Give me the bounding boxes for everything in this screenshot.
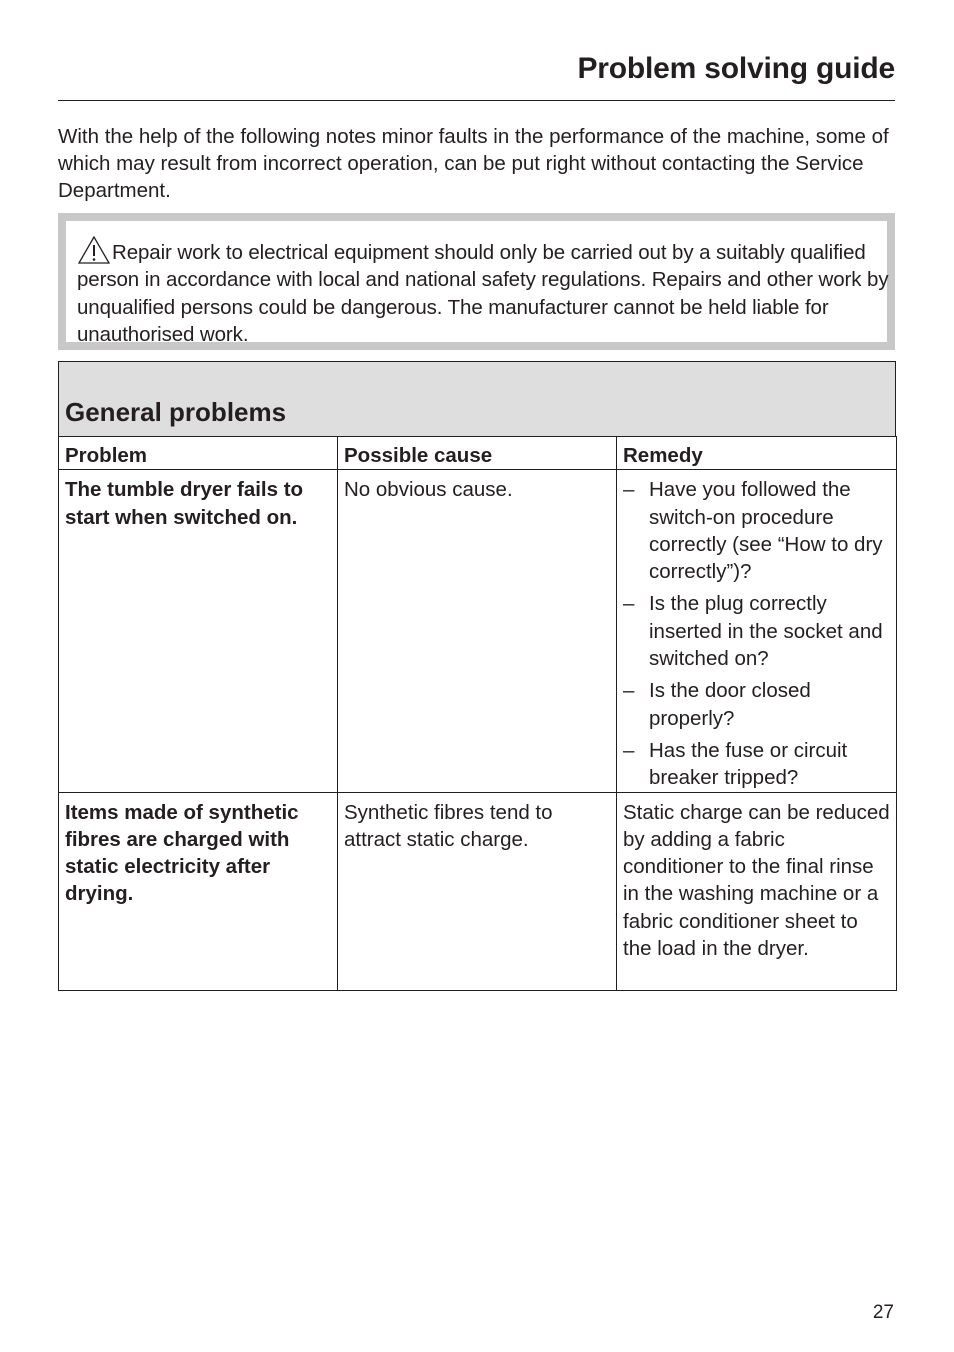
cause-cell: Synthetic fibres tend to attract static charge. — [338, 792, 617, 990]
warning-box — [58, 213, 895, 350]
list-item: – Is the door closed properly? — [623, 677, 890, 732]
problem-cell: The tumble dryer fails to start when switched on. — [59, 470, 338, 792]
intro-paragraph: With the help of the following notes minor faults in the performance of the machine, some of which may result from incorrect operation, can be put right without contacting the Service Department. — [58, 125, 889, 202]
remedy-cell: Static charge can be reduced by adding a fabric conditioner to the final rinse in the washing machine or a fabric conditioner sheet to the load in the dryer. — [617, 792, 897, 990]
section-title: General problems — [65, 397, 287, 427]
column-header-cause: Possible cause — [338, 437, 617, 470]
warning-text-block — [77, 236, 889, 348]
title-divider — [58, 100, 895, 101]
remedy-cell — [617, 470, 897, 792]
remedy-list — [623, 476, 890, 791]
column-header-problem: Problem — [59, 437, 338, 470]
column-header-remedy: Remedy — [617, 437, 897, 470]
list-item: – Is the plug correctly inserted in the socket and switched on? — [623, 590, 890, 672]
cause-cell: No obvious cause. — [338, 470, 617, 792]
problem-cell: Items made of synthetic fibres are charged with static electricity after drying. — [59, 792, 338, 990]
page-title: Problem solving guide — [577, 52, 895, 85]
warning-triangle-icon — [77, 236, 111, 264]
table-header-row — [59, 437, 897, 470]
table-row — [59, 792, 897, 990]
warning-text: Repair work to electrical equipment should only be carried out by a suitably qualified person in accordance with local and national safety regulations. Repairs and other work by unqualified persons could be dangerous. The manufacturer cannot be held liable for unauthorised work. — [77, 241, 889, 346]
page-number: 27 — [872, 1302, 894, 1323]
list-item: – Has the fuse or circuit breaker tripped? — [623, 737, 890, 792]
table-row — [59, 470, 897, 792]
problems-table — [58, 436, 897, 991]
list-item: – Have you followed the switch-on procedure correctly (see “How to dry correctly”)? — [623, 476, 890, 585]
section-header — [58, 361, 896, 437]
